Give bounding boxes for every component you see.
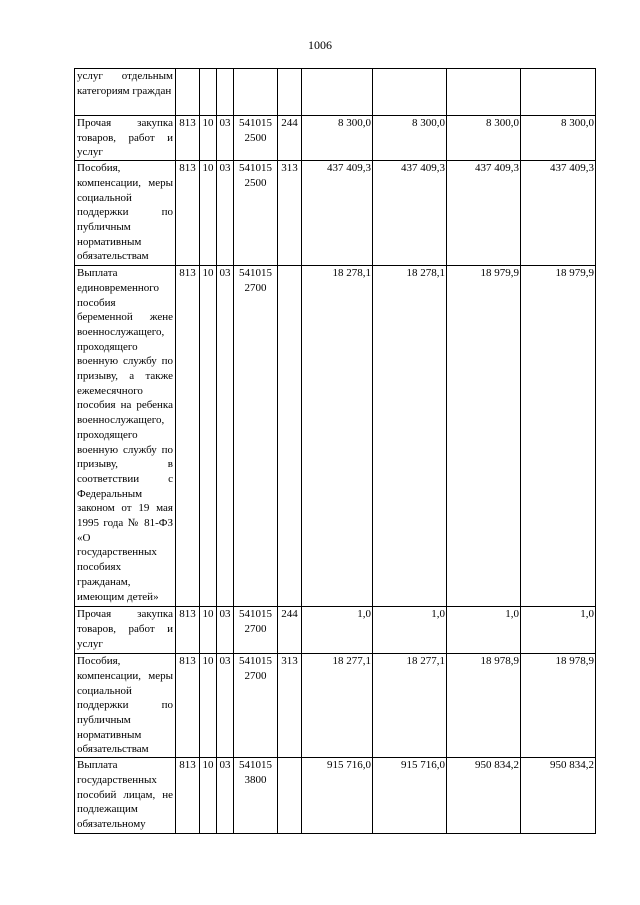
vr-cell <box>278 758 302 834</box>
value-cell-3 <box>447 69 521 116</box>
value-cell-1: 18 278,1 <box>302 266 373 607</box>
rz-cell: 10 <box>200 116 217 161</box>
pr-cell: 03 <box>217 607 234 654</box>
value-cell-2: 18 278,1 <box>373 266 447 607</box>
row-name: Выплата единовременного пособия беременной жене военнослужащего, проходящего военную службу по призыву, а также ежемесячного пособия на ребенка военнослужащего, проходящего военную службу по призыву, в соответствии с Федеральным законом от 19 мая 1995 года № 81-ФЗ «О государственных пособиях гражданам, имеющим детей» <box>75 266 176 607</box>
pr-cell: 03 <box>217 266 234 607</box>
value-cell-2: 8 300,0 <box>373 116 447 161</box>
ved-cell: 813 <box>176 161 200 266</box>
budget-table <box>74 68 596 834</box>
csr-part1: 541015 <box>239 759 272 772</box>
value-cell-4: 8 300,0 <box>521 116 596 161</box>
value-cell-4 <box>521 69 596 116</box>
row-name: Прочая закупка товаров, работ и услуг <box>75 116 176 161</box>
value-cell-4: 18 978,9 <box>521 654 596 758</box>
row-name: Пособия, компенсации, меры социальной поддержки по публичным нормативным обязательствам <box>75 654 176 758</box>
value-cell-3: 950 834,2 <box>447 758 521 834</box>
vr-cell: 244 <box>278 116 302 161</box>
value-cell-3: 1,0 <box>447 607 521 654</box>
csr-cell <box>234 654 278 758</box>
ved-cell: 813 <box>176 607 200 654</box>
csr-cell <box>234 69 278 116</box>
value-cell-1: 915 716,0 <box>302 758 373 834</box>
csr-part1: 541015 <box>239 608 272 621</box>
value-cell-2: 18 277,1 <box>373 654 447 758</box>
pr-cell: 03 <box>217 116 234 161</box>
table-row <box>75 266 596 607</box>
pr-cell <box>217 69 234 116</box>
vr-cell: 313 <box>278 161 302 266</box>
vr-cell: 244 <box>278 607 302 654</box>
value-cell-4: 1,0 <box>521 607 596 654</box>
row-name: Пособия, компенсации, меры социальной поддержки по публичным нормативным обязательствам <box>75 161 176 266</box>
value-cell-1 <box>302 69 373 116</box>
csr-part1: 541015 <box>239 655 272 668</box>
csr-cell <box>234 266 278 607</box>
csr-part2: 2700 <box>244 281 267 294</box>
csr-part2: 2700 <box>244 669 267 682</box>
value-cell-3: 18 979,9 <box>447 266 521 607</box>
value-cell-3: 8 300,0 <box>447 116 521 161</box>
row-name: Выплата государственных пособий лицам, не подлежащим обязательному <box>75 758 176 834</box>
csr-part2: 2700 <box>244 622 267 635</box>
value-cell-4: 18 979,9 <box>521 266 596 607</box>
csr-part1: 541015 <box>239 162 272 175</box>
table-row <box>75 607 596 654</box>
value-cell-2 <box>373 69 447 116</box>
value-cell-1: 437 409,3 <box>302 161 373 266</box>
ved-cell <box>176 69 200 116</box>
csr-part2: 3800 <box>244 773 267 786</box>
csr-part1: 541015 <box>239 117 272 129</box>
pr-cell: 03 <box>217 758 234 834</box>
pr-cell: 03 <box>217 161 234 266</box>
table-row <box>75 116 596 161</box>
csr-cell <box>234 607 278 654</box>
table-row <box>75 161 596 266</box>
table-row <box>75 654 596 758</box>
value-cell-2: 1,0 <box>373 607 447 654</box>
vr-cell <box>278 69 302 116</box>
rz-cell: 10 <box>200 758 217 834</box>
row-name: услуг отдельным категориям граждан <box>75 69 176 116</box>
csr-part2: 2500 <box>244 176 267 189</box>
rz-cell: 10 <box>200 607 217 654</box>
rz-cell: 10 <box>200 654 217 758</box>
csr-part1: 541015 <box>239 267 272 280</box>
value-cell-2: 437 409,3 <box>373 161 447 266</box>
row-name: Прочая закупка товаров, работ и услуг <box>75 607 176 654</box>
ved-cell: 813 <box>176 116 200 161</box>
csr-cell <box>234 116 278 161</box>
value-cell-2: 915 716,0 <box>373 758 447 834</box>
value-cell-3: 437 409,3 <box>447 161 521 266</box>
pr-cell: 03 <box>217 654 234 758</box>
value-cell-1: 1,0 <box>302 607 373 654</box>
page-number: 1006 <box>308 38 332 52</box>
rz-cell: 10 <box>200 266 217 607</box>
rz-cell: 10 <box>200 161 217 266</box>
rz-cell <box>200 69 217 116</box>
csr-cell <box>234 758 278 834</box>
ved-cell: 813 <box>176 654 200 758</box>
value-cell-4: 950 834,2 <box>521 758 596 834</box>
value-cell-3: 18 978,9 <box>447 654 521 758</box>
ved-cell: 813 <box>176 266 200 607</box>
csr-part2: 2500 <box>244 131 267 144</box>
table-row <box>75 758 596 834</box>
csr-cell <box>234 161 278 266</box>
ved-cell: 813 <box>176 758 200 834</box>
vr-cell <box>278 266 302 607</box>
value-cell-1: 8 300,0 <box>302 116 373 161</box>
vr-cell: 313 <box>278 654 302 758</box>
value-cell-4: 437 409,3 <box>521 161 596 266</box>
table-row <box>75 69 596 116</box>
value-cell-1: 18 277,1 <box>302 654 373 758</box>
